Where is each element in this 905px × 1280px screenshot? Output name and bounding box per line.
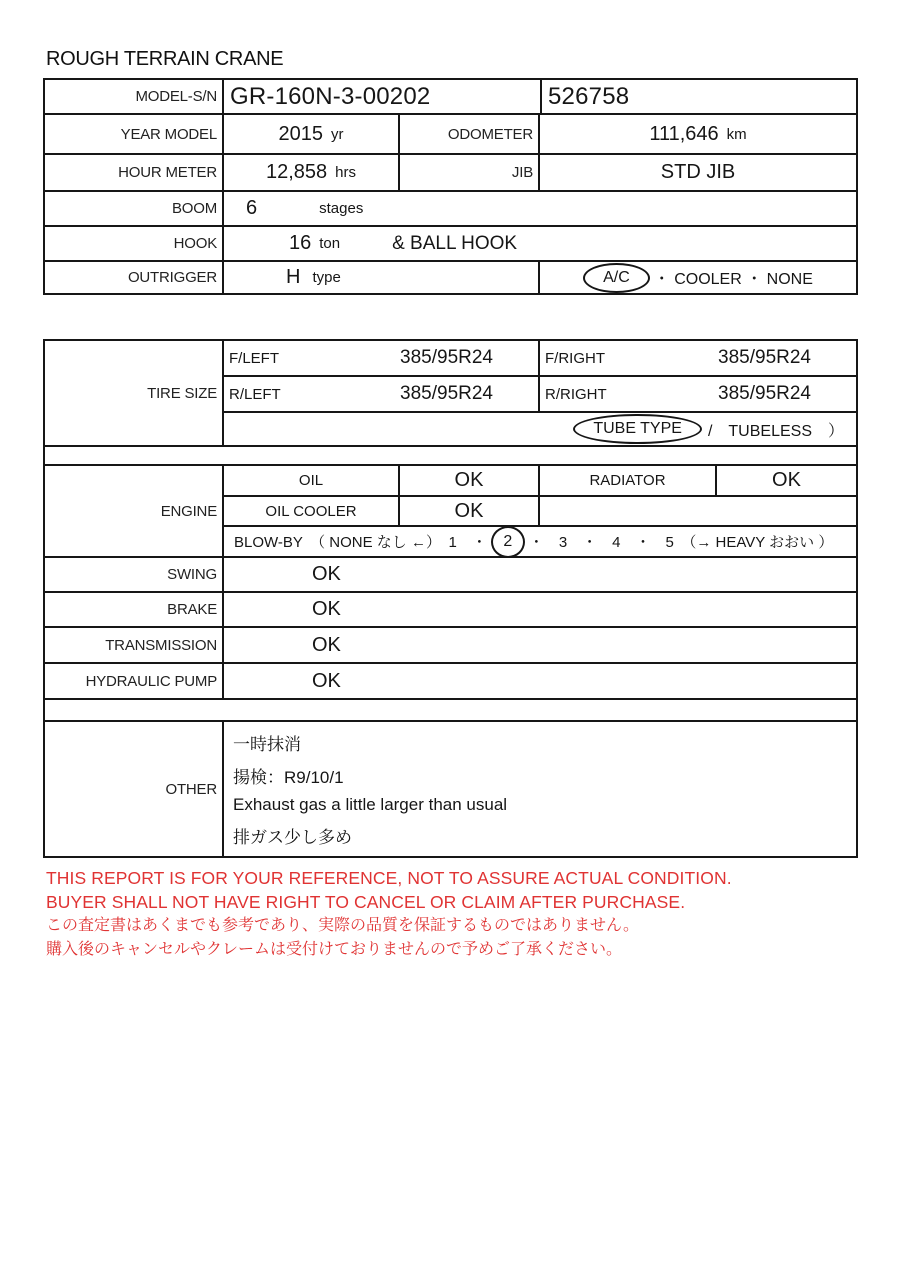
- ac-circled-mark: A/C: [583, 263, 650, 293]
- tire-fr-value: 385/95R24: [718, 347, 811, 368]
- hour-meter-label: HOUR METER: [45, 155, 224, 190]
- swing-row: [45, 558, 856, 593]
- hydraulic-pump-row: [45, 664, 856, 698]
- engine-blowby-row: [224, 527, 856, 556]
- ac-option-cell: [540, 262, 856, 293]
- tire-fl-cell: [224, 341, 540, 375]
- year-unit: yr: [331, 125, 344, 143]
- tire-rl-value: 385/95R24: [400, 383, 493, 404]
- hydraulic-pump-label: HYDRAULIC PUMP: [45, 664, 224, 698]
- tire-front-row: [224, 341, 856, 377]
- blowby-suffix: ・ 3 ・ 4 ・ 5 （→ HEAVY おおい ）: [528, 534, 834, 551]
- odometer-value: 111,646: [649, 122, 719, 145]
- tire-table: [43, 339, 858, 447]
- spec-row-year: [45, 115, 856, 155]
- blowby-prefix: BLOW-BY （ NONE なし ←） 1 ・: [234, 534, 487, 551]
- blowby-circled-rating: 2: [491, 526, 525, 558]
- hook-extra: & BALL HOOK: [392, 232, 518, 254]
- brake-label: BRAKE: [45, 593, 224, 626]
- other-notes: [224, 722, 856, 856]
- year-model-label: YEAR MODEL: [45, 115, 224, 153]
- engine-oil-row: [224, 466, 856, 497]
- page-title: ROUGH TERRAIN CRANE: [46, 48, 284, 70]
- tire-rr-value: 385/95R24: [718, 383, 811, 404]
- disclaimer-block: [46, 866, 876, 961]
- spec-row-hour: [45, 155, 856, 192]
- tire-fl-label: F/LEFT: [229, 349, 280, 367]
- oil-cooler-label: OIL COOLER: [224, 497, 400, 525]
- blowby-cell: [224, 527, 856, 556]
- other-note-4: 排ガス少し多め: [233, 828, 352, 848]
- jib-value: STD JIB: [660, 161, 736, 183]
- tube-type-circled-mark: TUBE TYPE: [573, 414, 702, 444]
- other-note-2: 揚検：R9/10/1: [233, 767, 344, 787]
- other-label: OTHER: [45, 722, 224, 856]
- other-note-1: 一時抹消: [233, 734, 301, 754]
- radiator-label: RADIATOR: [540, 466, 717, 495]
- tire-rows: [224, 341, 856, 445]
- disclaimer-line-3: この査定書はあくまでも参考であり、実際の品質を保証するものではありません。: [46, 917, 639, 934]
- oil-label: OIL: [224, 466, 400, 495]
- other-table: [43, 720, 858, 858]
- radiator-value: OK: [772, 469, 801, 491]
- hook-label: HOOK: [45, 227, 224, 260]
- oil-value: OK: [400, 466, 540, 495]
- tire-fl-value: 385/95R24: [400, 347, 493, 368]
- odometer-unit: km: [726, 125, 747, 143]
- model-value: GR-160N-3-00202: [224, 80, 542, 113]
- ac-options-rest: ・ COOLER ・ NONE: [653, 271, 813, 288]
- boom-value-cell: [224, 192, 856, 225]
- hydraulic-pump-value: OK: [312, 669, 341, 692]
- outrigger-unit: type: [312, 269, 341, 286]
- hour-unit: hrs: [335, 164, 356, 181]
- jib-label: JIB: [400, 155, 540, 190]
- engine-rows: [224, 466, 856, 556]
- spacer-strip-1: [43, 447, 858, 464]
- spacer-strip-2: [43, 700, 858, 720]
- boom-unit: stages: [319, 200, 364, 217]
- brake-row: [45, 593, 856, 628]
- hour-value: 12,858: [265, 161, 328, 183]
- engine-section: [45, 466, 856, 558]
- transmission-row: [45, 628, 856, 664]
- outrigger-value: H: [286, 266, 301, 288]
- model-sn-label: MODEL-S/N: [45, 80, 224, 113]
- hook-unit: ton: [319, 235, 341, 252]
- disclaimer-line-1: THIS REPORT IS FOR YOUR REFERENCE, NOT TO ASSURE ACTUAL CONDITION.: [46, 868, 732, 888]
- tire-rl-label: R/LEFT: [229, 385, 281, 403]
- transmission-value: OK: [312, 633, 341, 656]
- tire-rr-cell: [540, 377, 856, 411]
- engine-oil-cooler-row: [224, 497, 856, 527]
- engine-table: [43, 464, 858, 700]
- tube-type-cell: [224, 413, 856, 445]
- spec-row-hook: [45, 227, 856, 262]
- tire-rear-row: [224, 377, 856, 413]
- spec-row-boom: [45, 192, 856, 227]
- outrigger-label: OUTRIGGER: [45, 262, 224, 293]
- tube-type-rest: / TUBELESS ）: [707, 422, 844, 440]
- year-value: 2015: [278, 122, 323, 145]
- engine-label: ENGINE: [45, 466, 224, 556]
- odometer-value-cell: [540, 115, 856, 153]
- tire-tube-row: [224, 413, 856, 445]
- transmission-label: TRANSMISSION: [45, 628, 224, 662]
- serial-value: 526758: [548, 82, 630, 110]
- swing-value: OK: [312, 563, 341, 585]
- other-note-3: Exhaust gas a little larger than usual: [233, 795, 508, 815]
- spec-row-outrigger: [45, 262, 856, 293]
- tire-fr-label: F/RIGHT: [545, 349, 605, 367]
- oil-cooler-value: OK: [400, 497, 540, 525]
- hour-value-cell: [224, 155, 400, 190]
- hook-value-cell: [224, 227, 856, 260]
- tire-size-label: TIRE SIZE: [45, 341, 224, 445]
- hook-value: 16: [289, 232, 312, 254]
- year-value-cell: [224, 115, 400, 153]
- brake-value: OK: [312, 598, 341, 620]
- tire-rr-label: R/RIGHT: [545, 385, 607, 403]
- swing-label: SWING: [45, 558, 224, 591]
- odometer-label: ODOMETER: [400, 115, 540, 153]
- boom-label: BOOM: [45, 192, 224, 225]
- disclaimer-line-2: BUYER SHALL NOT HAVE RIGHT TO CANCEL OR CLAIM AFTER PURCHASE.: [46, 892, 686, 912]
- outrigger-value-cell: [224, 262, 540, 293]
- spec-row-model: [45, 80, 856, 115]
- boom-value: 6: [246, 197, 258, 219]
- engine-empty-cell: [540, 497, 856, 525]
- spec-table: [43, 78, 858, 295]
- tire-rl-cell: [224, 377, 540, 411]
- tire-fr-cell: [540, 341, 856, 375]
- disclaimer-line-4: 購入後のキャンセルやクレームは受付けておりませんので予めご了承ください。: [46, 940, 623, 958]
